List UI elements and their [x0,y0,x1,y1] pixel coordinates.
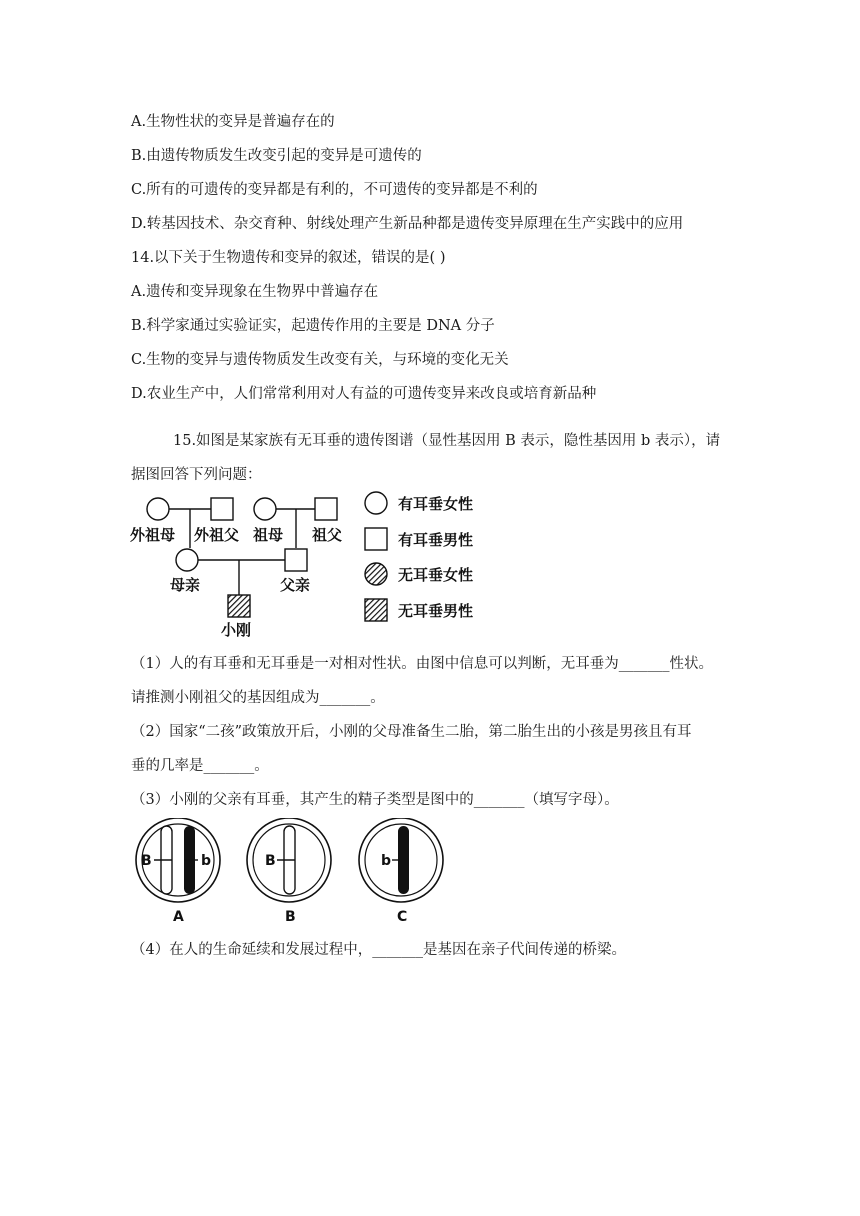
label-maternal-grandfather: 外祖父 [194,526,240,544]
q15-sub2-line2: 垂的几率是_______。 [131,758,269,774]
legend-label-1: 有耳垂男性 [398,531,474,549]
q15-sub1-line2: 请推测小刚祖父的基因组成为_______。 [131,690,385,706]
q14-option-b: B.科学家通过实验证实，起遗传作用的主要是 DNA 分子 [131,318,495,334]
legend-label-3: 无耳垂男性 [398,602,474,620]
cells-figure [130,818,450,928]
q14-option-a: A.遗传和变异现象在生物界中普遍存在 [131,284,379,300]
q14-option-d: D.农业生产中，人们常常利用对人有益的可遗传变异来改良或培育新品种 [131,386,597,402]
paternal-grandmother-symbol [254,498,276,520]
label-paternal-grandfather: 祖父 [312,526,343,544]
father-symbol [285,549,307,571]
label-child: 小刚 [221,621,252,639]
gene-label-b-upper: B [265,853,276,869]
legend-symbol-1 [365,528,387,550]
legend-symbol-3 [365,599,387,621]
gene-label-b-lower: b [381,853,392,869]
cell-b [247,818,331,925]
gene-label-b-lower: b [201,853,212,869]
q15-sub4: （4）在人的生命延续和发展过程中，_______是基因在亲子代间传递的桥梁。 [131,942,626,958]
q14-option-c: C.生物的变异与遗传物质发生改变有关，与环境的变化无关 [131,352,509,368]
child-symbol [228,595,250,617]
cell-letter-c: C [397,909,408,925]
maternal-grandmother-symbol [147,498,169,520]
label-paternal-grandmother: 祖母 [253,526,284,544]
q15-sub3: （3）小刚的父亲有耳垂，其产生的精子类型是图中的_______（填写字母）。 [131,792,619,808]
legend-label-0: 有耳垂女性 [398,495,474,513]
q13-option-b: B.由遗传物质发生改变引起的变异是可遗传的 [131,148,422,164]
label-mother: 母亲 [170,576,201,594]
q15-stem [131,424,731,492]
pedigree-figure [128,488,488,640]
cell-letter-a: A [173,909,184,925]
q13-option-c: C.所有的可遗传的变异都是有利的，不可遗传的变异都是不利的 [131,182,538,198]
label-father: 父亲 [280,576,311,594]
q15-sub1-line1: （1）人的有耳垂和无耳垂是一对相对性状。由图中信息可以判断，无耳垂为_______性状。 [131,656,713,672]
q13-option-d: D.转基因技术、杂交育种、射线处理产生新品种都是遗传变异原理在生产实践中的应用 [131,216,684,232]
q14-stem: 14.以下关于生物遗传和变异的叙述，错误的是( ) [131,250,446,266]
mother-symbol [176,549,198,571]
label-maternal-grandmother: 外祖母 [130,526,176,544]
gene-label-b-upper: B [141,853,152,869]
cell-c [359,818,443,925]
maternal-grandfather-symbol [211,498,233,520]
q15-sub2-line1: （2）国家“二孩”政策放开后，小刚的父母准备生二胎，第二胎生出的小孩是男孩且有耳 [131,724,692,740]
q13-option-a: A.生物性状的变异是普遍存在的 [131,114,335,130]
q15-stem-text: 15.如图是某家族有无耳垂的遗传图谱（显性基因用 B 表示，隐性基因用 b 表示），请据图回答下列问题： [131,433,721,483]
paternal-grandfather-symbol [315,498,337,520]
cell-a [136,818,220,925]
cell-letter-b: B [285,909,296,925]
legend-symbol-2 [365,563,387,585]
legend-symbol-0 [365,492,387,514]
legend-label-2: 无耳垂女性 [398,566,474,584]
